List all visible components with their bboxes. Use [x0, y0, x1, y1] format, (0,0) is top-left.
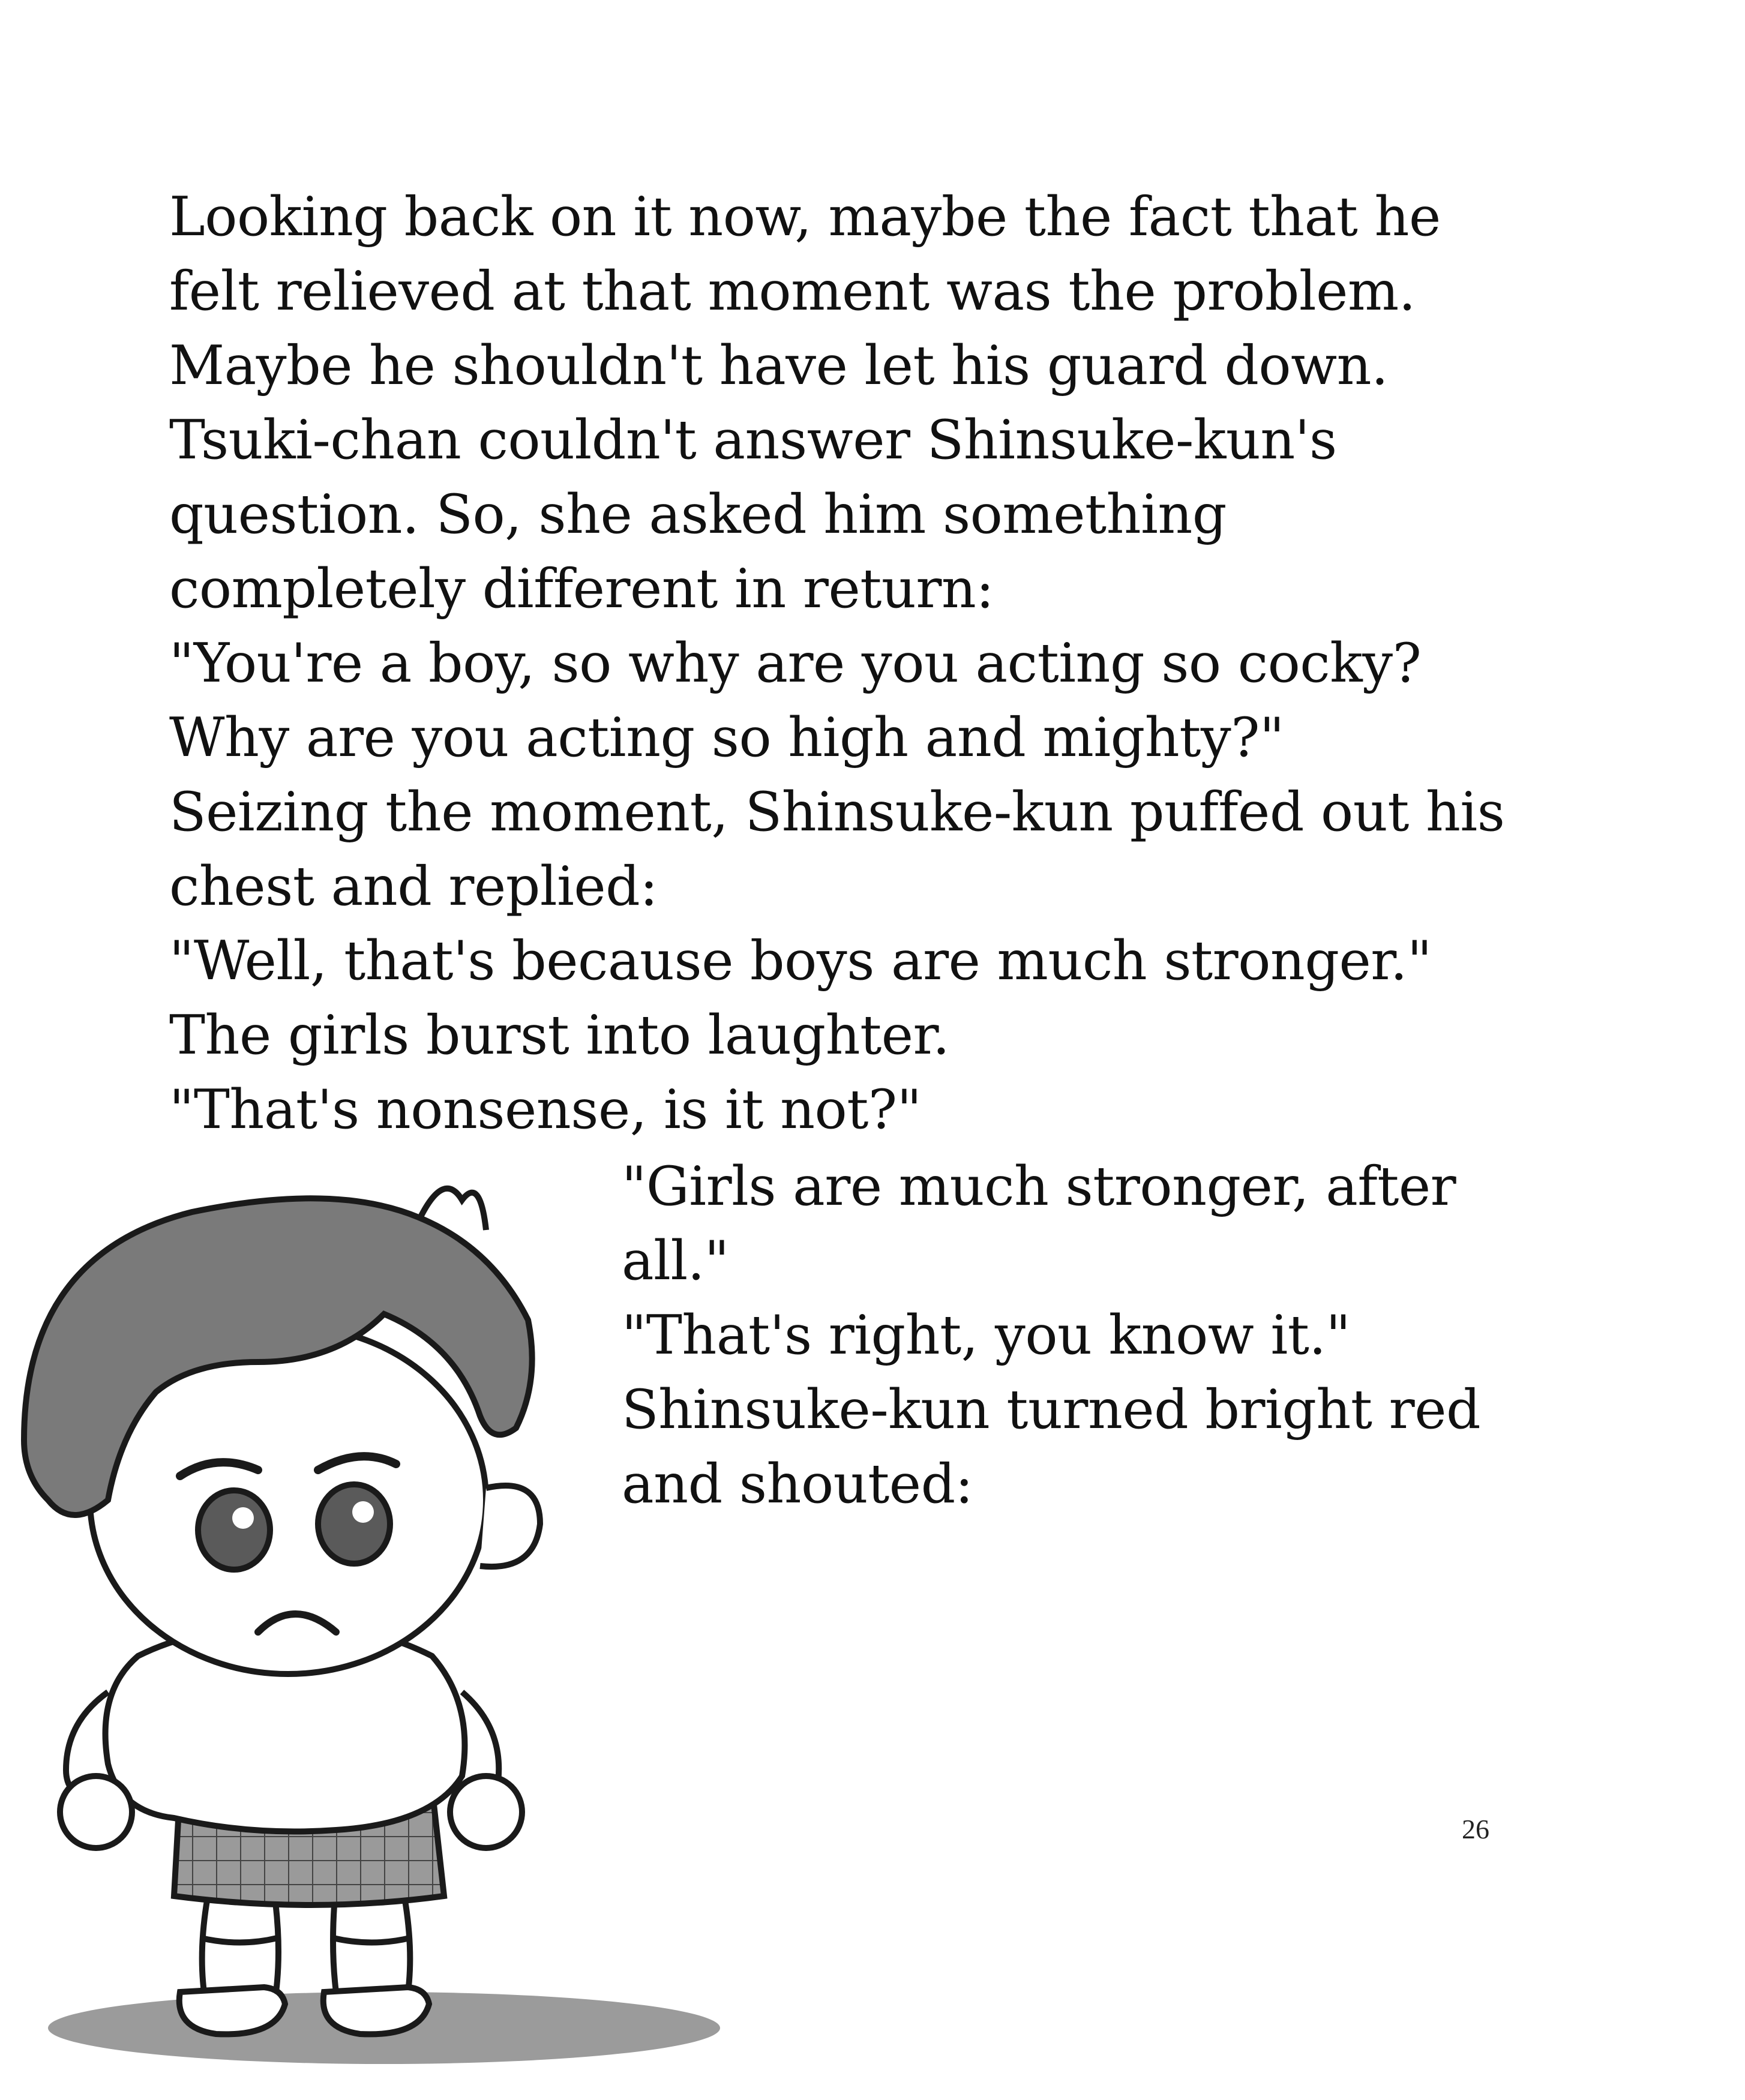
story-line: Maybe he shouldn't have let his guard down. [169, 334, 1389, 397]
story-line: "You're a boy, so why are you acting so cocky? [169, 632, 1422, 695]
story-line: Tsuki-chan couldn't answer Shinsuke-kun's [169, 409, 1337, 472]
story-text-beside-illustration [622, 1150, 1582, 1522]
story-line: and shouted: [622, 1453, 973, 1516]
story-line: felt relieved at that moment was the problem. [169, 260, 1416, 323]
story-line: Why are you acting so high and mighty?" [169, 706, 1284, 769]
story-line: "Well, that's because boys are much stronger." [169, 929, 1432, 992]
story-line: Seizing the moment, Shinsuke-kun puffed out his [169, 781, 1505, 844]
ear [480, 1486, 540, 1567]
story-line: Looking back on it now, maybe the fact that he [169, 185, 1441, 248]
story-line: "That's nonsense, is it not?" [169, 1078, 922, 1141]
story-line: question. So, she asked him something [169, 483, 1227, 546]
page-number: 26 [1462, 1814, 1489, 1844]
story-line: Shinsuke-kun turned bright red [622, 1378, 1481, 1441]
story-line: all." [622, 1229, 729, 1292]
angry-boy-illustration [0, 1164, 756, 2100]
story-line: "That's right, you know it." [622, 1304, 1351, 1367]
story-line: "Girls are much stronger, after [622, 1155, 1456, 1218]
story-line: chest and replied: [169, 855, 658, 918]
story-line: The girls burst into laughter. [169, 1004, 950, 1067]
story-text [169, 180, 1585, 1147]
story-line: completely different in return: [169, 557, 994, 620]
